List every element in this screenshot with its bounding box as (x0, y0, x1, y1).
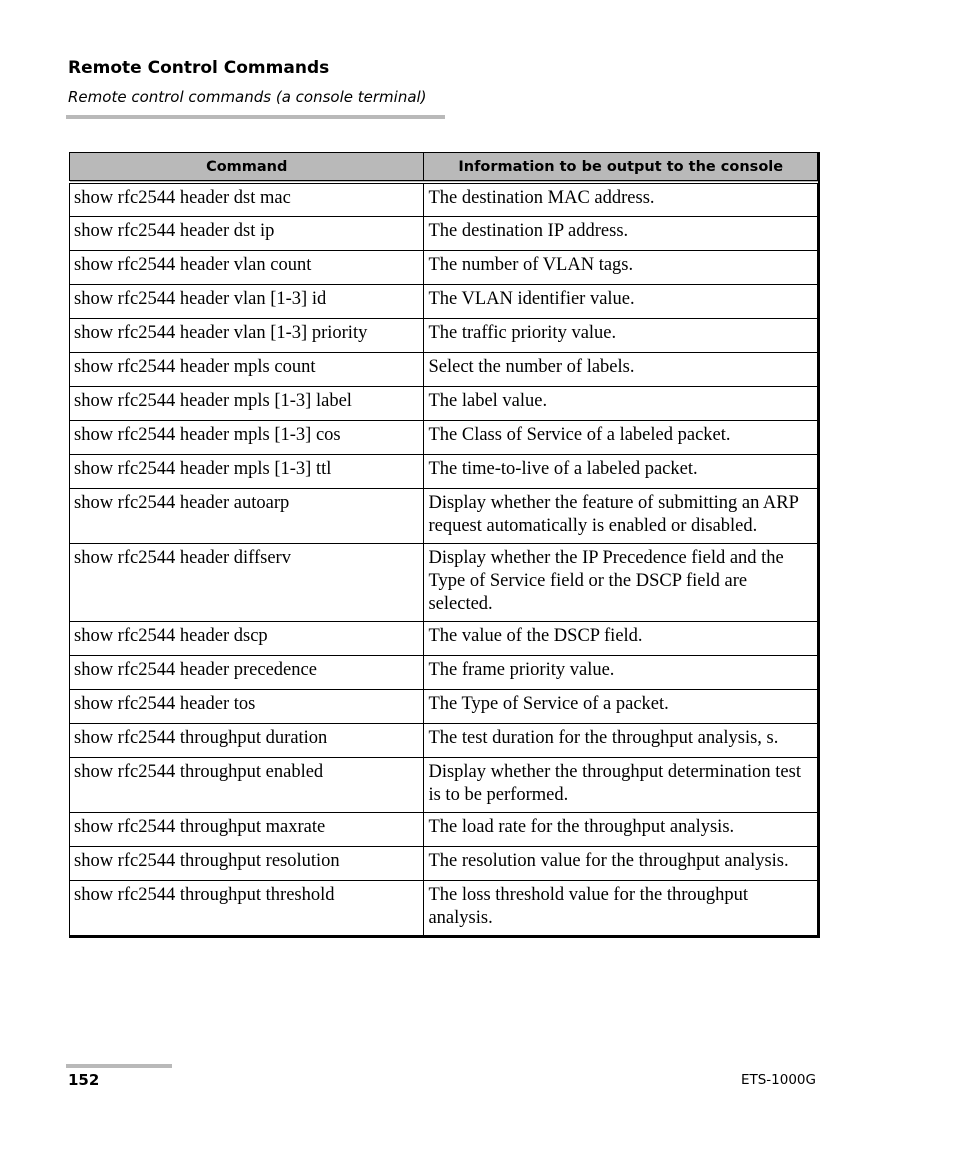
table-row (70, 812, 818, 846)
table-row (70, 250, 818, 284)
section-subtitle: Remote control commands (a console terminal) (68, 88, 427, 106)
info-cell: Display whether the throughput determination test is to be performed. (424, 757, 818, 812)
table-row (70, 352, 818, 386)
column-header-info: Information to be output to the console (424, 153, 818, 183)
command-cell: show rfc2544 throughput duration (70, 723, 424, 757)
command-cell: show rfc2544 throughput maxrate (70, 812, 424, 846)
table-row (70, 454, 818, 488)
table-row (70, 543, 818, 621)
command-table (69, 152, 818, 936)
info-cell: The resolution value for the throughput analysis. (424, 846, 818, 880)
command-cell: show rfc2544 header mpls count (70, 352, 424, 386)
command-cell: show rfc2544 header dst mac (70, 182, 424, 216)
footer-divider (66, 1064, 172, 1068)
section-title: Remote Control Commands (68, 58, 330, 78)
info-cell: Select the number of labels. (424, 352, 818, 386)
command-cell: show rfc2544 header tos (70, 689, 424, 723)
command-cell: show rfc2544 header mpls [1-3] ttl (70, 454, 424, 488)
command-cell: show rfc2544 header diffserv (70, 543, 424, 621)
info-cell: Display whether the IP Precedence field and the Type of Service field or the DSCP field are selected. (424, 543, 818, 621)
command-cell: show rfc2544 header dscp (70, 621, 424, 655)
title-divider (66, 115, 445, 119)
command-cell: show rfc2544 header mpls [1-3] cos (70, 420, 424, 454)
info-cell: The Type of Service of a packet. (424, 689, 818, 723)
info-cell: The destination MAC address. (424, 182, 818, 216)
command-cell: show rfc2544 header mpls [1-3] label (70, 386, 424, 420)
table-row (70, 318, 818, 352)
table-header-row (70, 153, 818, 183)
table-row (70, 420, 818, 454)
table-row (70, 757, 818, 812)
command-cell: show rfc2544 header autoarp (70, 488, 424, 543)
table-row (70, 880, 818, 935)
info-cell: The VLAN identifier value. (424, 284, 818, 318)
info-cell: The Class of Service of a labeled packet. (424, 420, 818, 454)
table-row (70, 655, 818, 689)
command-cell: show rfc2544 header dst ip (70, 216, 424, 250)
command-cell: show rfc2544 header vlan [1-3] id (70, 284, 424, 318)
command-cell: show rfc2544 header vlan count (70, 250, 424, 284)
info-cell: Display whether the feature of submitting an ARP request automatically is enabled or disabled. (424, 488, 818, 543)
info-cell: The value of the DSCP field. (424, 621, 818, 655)
table-row (70, 386, 818, 420)
info-cell: The time-to-live of a labeled packet. (424, 454, 818, 488)
info-cell: The test duration for the throughput analysis, s. (424, 723, 818, 757)
table-row (70, 216, 818, 250)
page-number: 152 (68, 1071, 100, 1089)
table-row (70, 723, 818, 757)
table-row (70, 488, 818, 543)
table-row (70, 846, 818, 880)
info-cell: The frame priority value. (424, 655, 818, 689)
table-row (70, 284, 818, 318)
table-body (70, 182, 818, 935)
table-row (70, 621, 818, 655)
command-table-container (69, 152, 820, 938)
info-cell: The number of VLAN tags. (424, 250, 818, 284)
table-row (70, 182, 818, 216)
info-cell: The loss threshold value for the throughput analysis. (424, 880, 818, 935)
info-cell: The destination IP address. (424, 216, 818, 250)
command-cell: show rfc2544 header precedence (70, 655, 424, 689)
command-cell: show rfc2544 throughput resolution (70, 846, 424, 880)
command-cell: show rfc2544 throughput enabled (70, 757, 424, 812)
info-cell: The load rate for the throughput analysis. (424, 812, 818, 846)
column-header-command: Command (70, 153, 424, 183)
document-name: ETS-1000G (740, 1072, 816, 1088)
table-row (70, 689, 818, 723)
command-cell: show rfc2544 header vlan [1-3] priority (70, 318, 424, 352)
info-cell: The traffic priority value. (424, 318, 818, 352)
info-cell: The label value. (424, 386, 818, 420)
command-cell: show rfc2544 throughput threshold (70, 880, 424, 935)
